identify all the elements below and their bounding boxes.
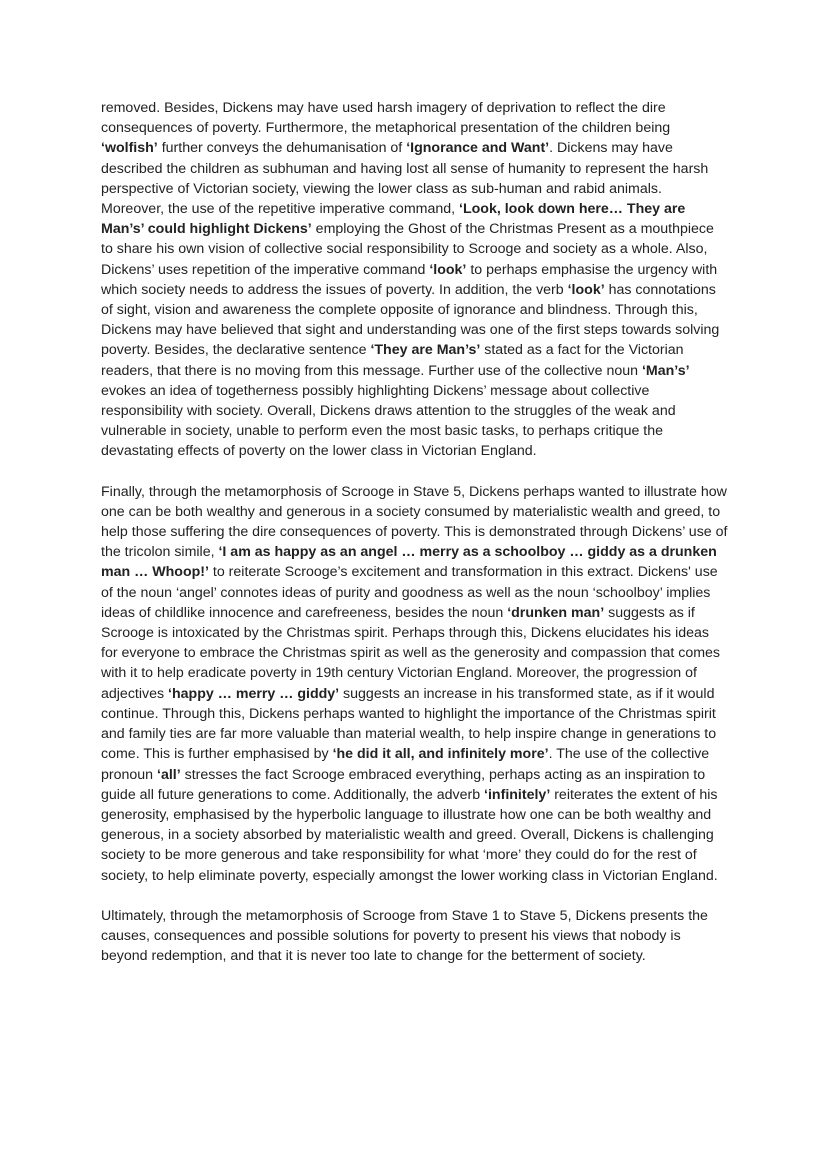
bold-quote: ‘infinitely’ (484, 786, 551, 803)
text-run: to perhaps emphasise the urgency with which society needs to address the issues of poverty. In addition, the verb (101, 261, 718, 298)
text-run: suggests as if Scrooge is intoxicated by the Christmas spirit. Perhaps through this, Dickens elucidates his ideas for everyone to embrace the Christmas spirit as well as the generosity and compassion that comes with it to help eradicate poverty in 19th century Victorian England. Moreover, the progression of adjectives (101, 604, 721, 702)
essay-body (101, 98, 728, 986)
text-run: to reiterate Scrooge’s excitement and transformation in this extract. Dickens' use of the noun ‘angel’ connotes ideas of purity and goodness as well as the noun ‘schoolboy’ implies ideas of childlike innocence and carefreeness, besides the noun (101, 564, 718, 621)
text-run: . The use of the collective pronoun (101, 746, 710, 783)
bold-quote: ‘Ignorance and Want’ (406, 140, 550, 157)
text-run: removed. Besides, Dickens may have used harsh imagery of deprivation to reflect the dire consequences of poverty. Furthermore, the metaphorical presentation of the children being (101, 100, 671, 137)
bold-quote: ‘Look, look down here… They are Man’s’ could highlight Dickens’ (101, 201, 686, 238)
bold-quote: ‘drunken man’ (507, 604, 605, 621)
paragraph (101, 98, 728, 462)
bold-quote: ‘They are Man’s’ (370, 342, 481, 359)
paragraph (101, 906, 728, 967)
text-run: stresses the fact Scrooge embraced everything, perhaps acting as an inspiration to guide all future generations to come. Additionally, the adverb (101, 766, 706, 803)
text-run: has connotations of sight, vision and awareness the complete opposite of ignorance and blindness. Through this, Dickens may have believed that sight and understanding was one of the first steps towards solving poverty. Besides, the declarative sentence (101, 281, 720, 359)
bold-quote: ‘look’ (429, 261, 467, 278)
text-run: further conveys the dehumanisation of (157, 140, 407, 157)
bold-quote: ‘happy … merry … giddy’ (168, 685, 340, 702)
bold-quote: ‘look’ (567, 281, 605, 298)
bold-quote: ‘I am as happy as an angel … merry as a schoolboy … giddy as a drunken man … Whoop!’ (101, 544, 717, 581)
bold-quote: ‘wolfish’ (101, 140, 158, 157)
text-run: . Dickens may have described the children as subhuman and having lost all sense of humanity to represent the harsh perspective of Victorian society, viewing the lower class as sub-human and rabid animals. Moreover, the use of the repetitive imperative command, (101, 140, 709, 218)
bold-quote: ‘all’ (157, 766, 181, 783)
paragraph (101, 482, 728, 886)
text-run: Finally, through the metamorphosis of Scrooge in Stave 5, Dickens perhaps wanted to illustrate how one can be both wealthy and generous in a society consumed by materialistic wealth and greed, to help those suffering the dire consequences of poverty. This is demonstrated through Dickens’ use of the tricolon simile, (101, 483, 728, 561)
text-run: evokes an idea of togetherness possibly highlighting Dickens’ message about collective responsibility with society. Overall, Dickens draws attention to the struggles of the weak and vulnerable in society, unable to perform even the most basic tasks, to perhaps critique the devastating effects of poverty on the lower class in Victorian England. (101, 382, 676, 460)
bold-quote: ‘Man’s’ (641, 362, 690, 379)
text-run: employing the Ghost of the Christmas Present as a mouthpiece to share his own vision of collective social responsibility to Scrooge and society as a whole. Also, Dickens’ uses repetition of the imperative command (101, 221, 714, 278)
text-run: suggests an increase in his transformed state, as if it would continue. Through this, Dickens perhaps wanted to highlight the importance of the Christmas spirit and family ties are far more valuable than material wealth, to help inspire change in generations to come. This is further emphasised by (101, 685, 717, 763)
bold-quote: ‘he did it all, and infinitely more’ (332, 746, 549, 763)
text-run: reiterates the extent of his generosity, emphasised by the hyperbolic language to illustrate how one can be both wealthy and generous, in a society absorbed by materialistic wealth and greed. Overall, Dickens is challenging society to be more generous and take responsibility for what ‘more’ they could do for the rest of society, to help eliminate poverty, especially amongst the lower working class in Victorian England. (101, 786, 718, 884)
text-run: Ultimately, through the metamorphosis of Scrooge from Stave 1 to Stave 5, Dickens presents the causes, consequences and possible solutions for poverty to present his views that nobody is beyond redemption, and that it is never too late to change for the betterment of society. (101, 907, 708, 965)
text-run: stated as a fact for the Victorian readers, that there is no moving from this message. Further use of the collective noun (101, 342, 684, 379)
